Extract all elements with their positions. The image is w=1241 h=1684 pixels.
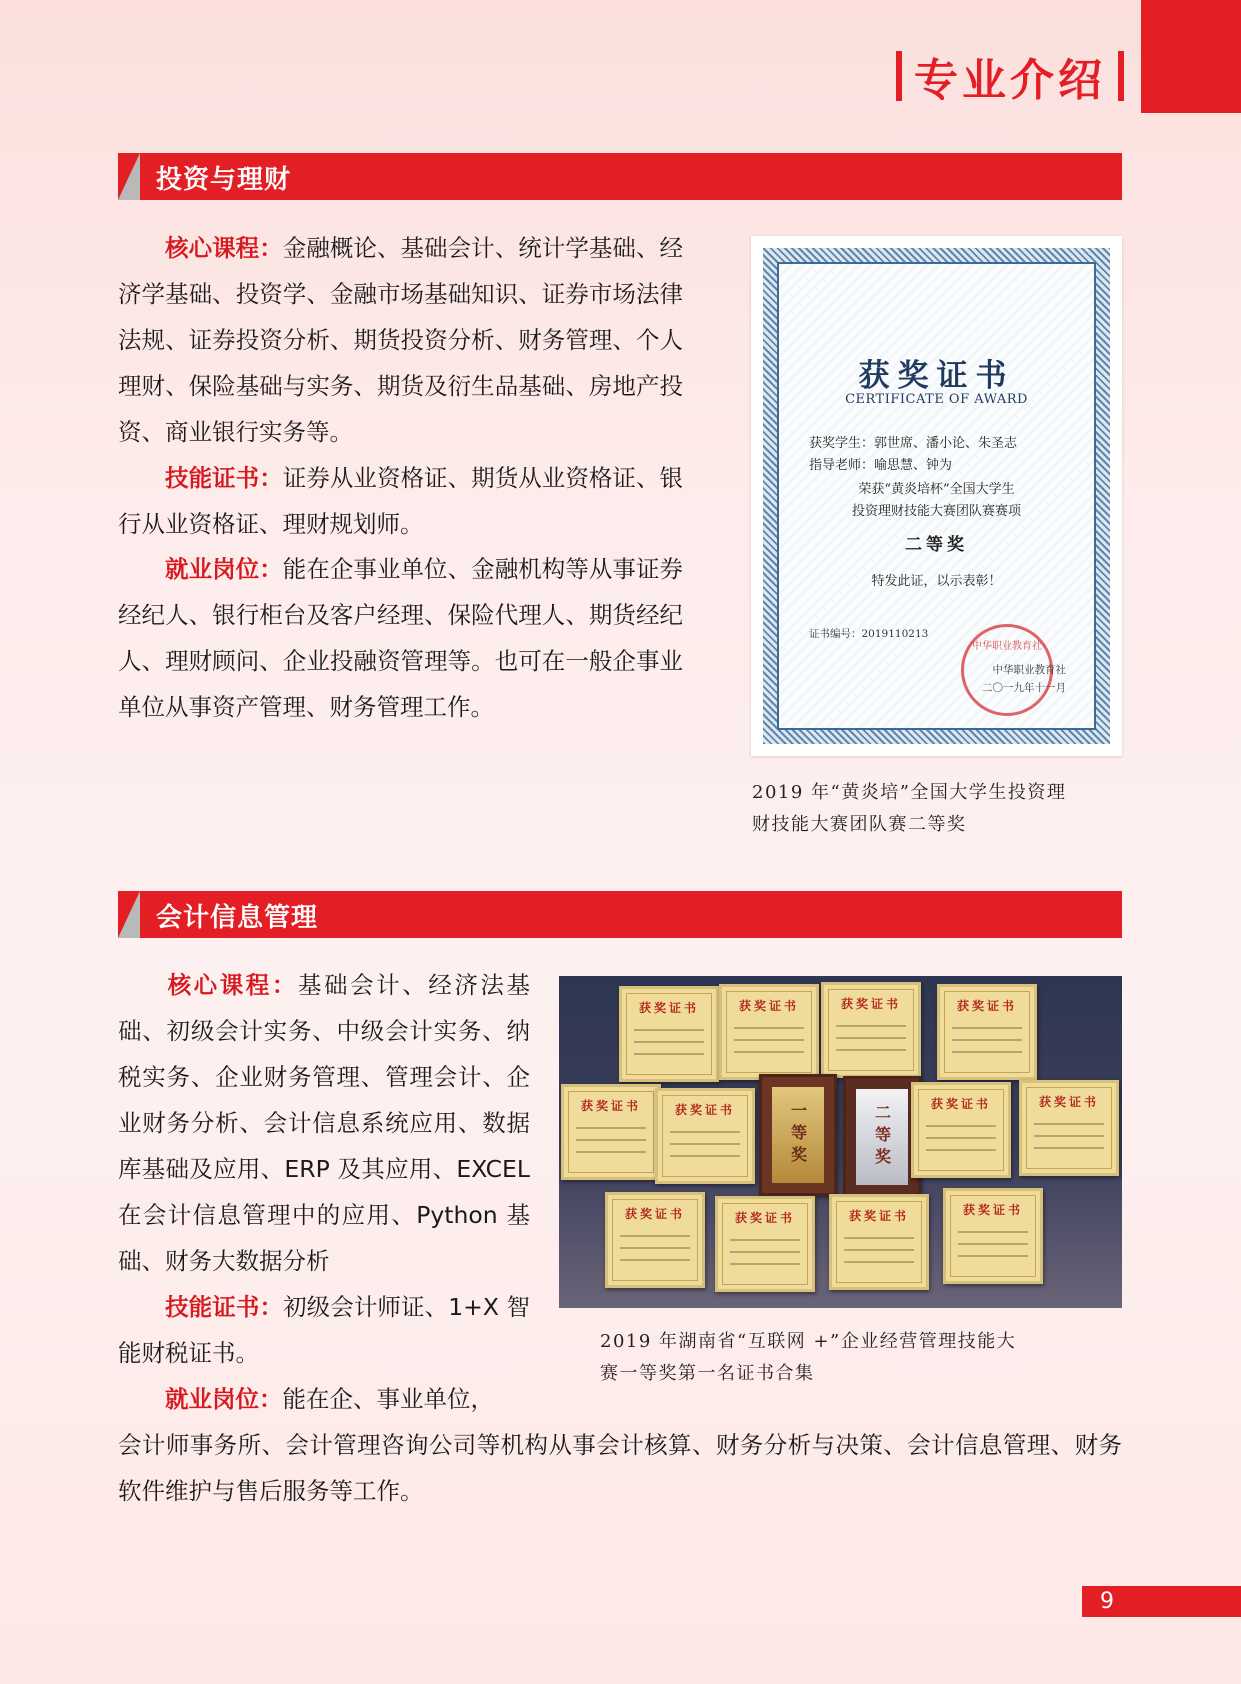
certificate-caption-line1: 2019 年“黄炎培”全国大学生投资理: [752, 782, 1067, 803]
collage-certificate: 获奖证书: [605, 1192, 705, 1288]
skill-certs-text: 证券从业资格证、期货从业资格证、银行从业资格证、理财规划师。: [118, 464, 684, 538]
certificate-caption-line2: 财技能大赛团队赛二等奖: [752, 814, 967, 835]
collage-certificate: 获奖证书: [715, 1196, 815, 1292]
certificate-students: 获奖学生：郭世席、潘小论、朱圣志: [809, 436, 1018, 451]
skill-certs-investment: [118, 455, 683, 547]
collage-certificate: 获奖证书: [619, 986, 719, 1082]
collage-plaque-silver: 二等奖: [843, 1076, 921, 1198]
header-left-bar: [896, 51, 902, 101]
skill-certs-text: 初级会计师证、1+X 智能财税证书。: [118, 1293, 531, 1367]
collage-certificate: 获奖证书: [943, 1188, 1043, 1284]
collage-caption-line2: 赛一等奖第一名证书合集: [600, 1363, 815, 1384]
certificate-caption: [752, 777, 1066, 841]
certificate-border: [763, 248, 1110, 744]
collage-certificate: 获奖证书: [655, 1088, 755, 1184]
jobs-text-rest: 会计师事务所、会计管理咨询公司等机构从事会计核算、财务分析与决策、会计信息管理、财务软件维护与售后服务等工作。: [118, 1431, 1122, 1505]
jobs-text: 能在企事业单位、金融机构等从事证券经纪人、银行柜台及客户经理、保险代理人、期货经纪人、理财顾问、企业投融资管理等。也可在一般企事业单位从事资产管理、财务管理工作。: [118, 555, 684, 721]
collage-certificate: 获奖证书: [719, 984, 819, 1080]
section-title-investment: 投资与理财: [156, 165, 292, 195]
core-courses-label: 核心课程：: [165, 971, 298, 999]
certificate-commend: 特发此证，以示表彰！: [871, 574, 1002, 589]
core-courses-text: 基础会计、经济法基础、初级会计实务、中级会计实务、纳税实务、企业财务管理、管理会计、企业财务分析、会计信息系统应用、数据库基础及应用、ERP 及其应用、EXCEL 在会计信息管理中的应用、Python 基础、财务大数据分析: [118, 971, 531, 1275]
section-bar-accounting: [118, 891, 1122, 938]
header-right-bar: [1118, 51, 1124, 101]
certificate-number: 证书编号：2019110213: [809, 628, 929, 640]
collage-plaque-gold: 一等奖: [759, 1074, 837, 1196]
header-title: 专业介绍: [914, 55, 1106, 106]
core-courses-label: 核心课程：: [165, 234, 283, 262]
certificate-teachers: 指导老师：喻思慧、钟为: [809, 458, 953, 473]
collage-certificate: 获奖证书: [829, 1194, 929, 1290]
section-title-accounting: 会计信息管理: [156, 903, 319, 933]
award-certificate-photo: [751, 236, 1122, 756]
jobs-label: 就业岗位：: [165, 555, 283, 583]
certificate-title: 获奖证书: [858, 358, 1015, 394]
certificates-collage-photo: [559, 976, 1122, 1308]
collage-certificate: 获奖证书: [911, 1082, 1011, 1178]
collage-certificate: 获奖证书: [561, 1084, 661, 1180]
page-number: 9: [1082, 1586, 1241, 1617]
skill-certs-label: 技能证书：: [165, 1293, 284, 1321]
skill-certs-label: 技能证书：: [165, 464, 283, 492]
corner-accent-block: [1141, 0, 1241, 113]
collage-caption-line1: 2019 年湖南省“互联网 +”企业经营管理技能大: [600, 1331, 1017, 1352]
section-bar-tab: [118, 153, 140, 200]
jobs-accounting: [118, 1376, 1122, 1514]
core-courses-investment: [118, 225, 683, 455]
collage-certificate: 获奖证书: [937, 984, 1037, 1080]
certificate-award-line1: 荣获“黄炎培杯”全国大学生: [858, 482, 1015, 497]
certificate-prize: 二等奖: [905, 535, 968, 555]
certificate-body: [777, 262, 1096, 730]
certificate-date: 二〇一九年十一月: [982, 682, 1066, 694]
jobs-investment: [118, 546, 683, 730]
certificate-issuer: 中华职业教育社: [992, 664, 1066, 676]
core-courses-text: 金融概论、基础会计、统计学基础、经济学基础、投资学、金融市场基础知识、证券市场法律法规、证券投资分析、期货投资分析、财务管理、个人理财、保险基础与实务、期货及衍生品基础、房地产投资、商业银行实务等。: [118, 234, 684, 446]
certificate-award-line2: 投资理财技能大赛团队赛赛项: [851, 504, 1021, 519]
collage-caption: [600, 1326, 1016, 1390]
page-header: [896, 44, 1124, 108]
certificate-subtitle: CERTIFICATE OF AWARD: [845, 392, 1028, 407]
core-courses-accounting: [118, 962, 530, 1284]
collage-certificate: 获奖证书: [1019, 1080, 1119, 1176]
section-bar-investment: [118, 153, 1122, 200]
collage-certificate: 获奖证书: [821, 982, 921, 1078]
jobs-text-short: 能在企、事业单位，: [282, 1385, 494, 1413]
skill-certs-accounting: [118, 1284, 530, 1376]
section-bar-tab: [118, 891, 140, 938]
jobs-label: 就业岗位：: [165, 1385, 283, 1413]
seal-text: 中华职业教育社: [972, 641, 1042, 652]
